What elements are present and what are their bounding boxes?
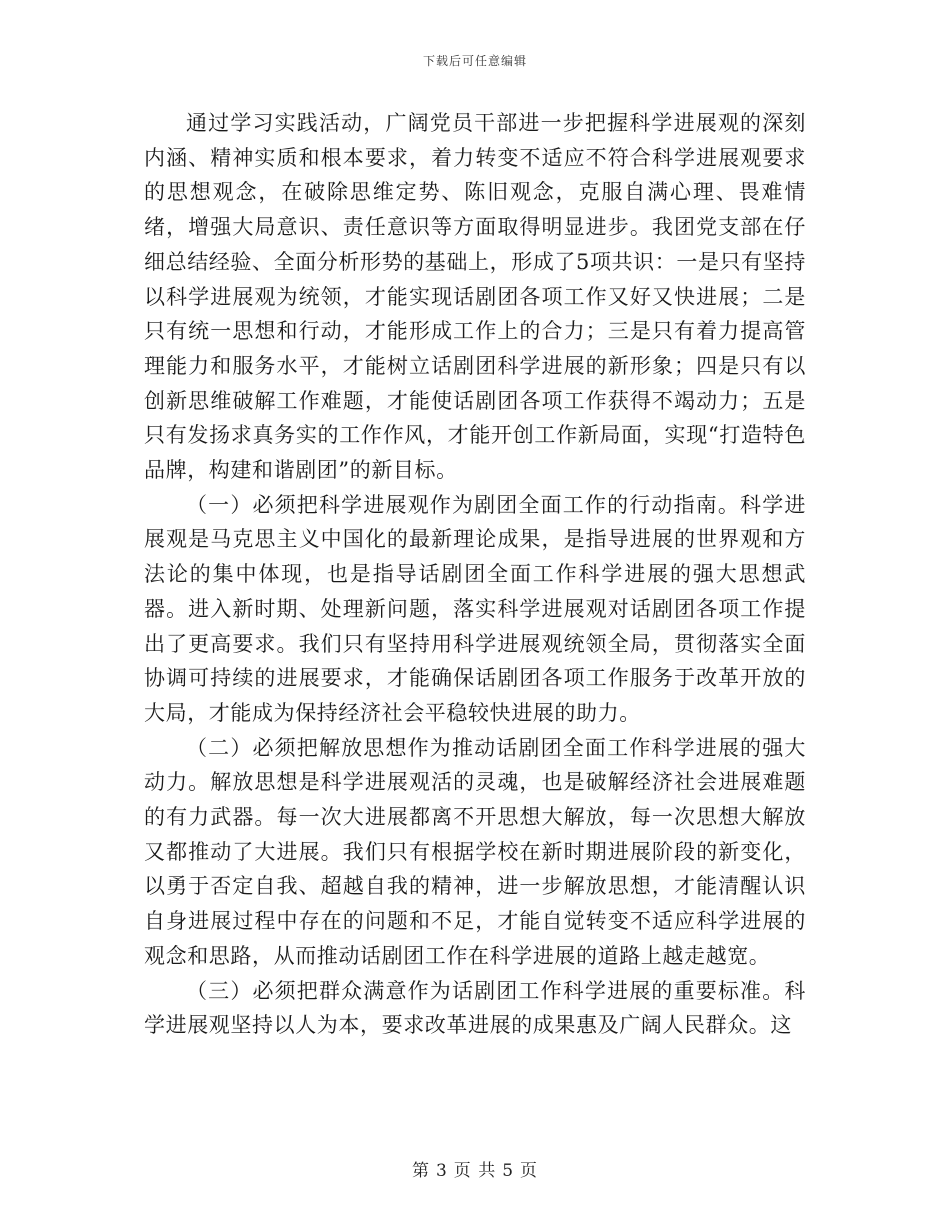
footer-page-number: 3: [435, 1161, 448, 1181]
document-body: [144, 106, 806, 1043]
page-footer: [0, 1156, 950, 1181]
paragraph-4: （三）必须把群众满意作为话剧团工作科学进展的重要标准。科学进展观坚持以人为本，要求改革进展的成果惠及广阔人民群众。这: [144, 978, 806, 1038]
paragraph-1: 通过学习实践活动，广阔党员干部进一步把握科学进展观的深刻内涵、精神实质和根本要求，着力转变不适应不符合科学进展观要求的思想观念，在破除思维定势、陈旧观念，克服自满心理、畏难情绪，增强大局意识、责任意识等方面取得明显进步。我团党支部在仔细总结经验、全面分析形势的基础上，形成了5项共识：一是只有坚持以科学进展观为统领，才能实现话剧团各项工作又好又快进展；二是只有统一思想和行动，才能形成工作上的合力；三是只有着力提高管理能力和服务水平，才能树立话剧团科学进展的新形象；四是只有以创新思维破解工作难题，才能使话剧团各项工作获得不竭动力；五是只有发扬求真务实的工作作风，才能开创工作新局面，实现“打造特色品牌，构建和谐剧团”的新目标。: [144, 111, 806, 483]
footer-prefix: 第: [411, 1161, 430, 1181]
footer-middle: 页 共: [453, 1161, 497, 1181]
footer-suffix: 页: [520, 1161, 539, 1181]
paragraph-3: （二）必须把解放思想作为推动话剧团全面工作科学进展的强大动力。解放思想是科学进展观活的灵魂，也是破解经济社会进展难题的有力武器。每一次大进展都离不开思想大解放，每一次思想大解放又都推动了大进展。我们只有根据学校在新时期进展阶段的新变化，以勇于否定自我、超越自我的精神，进一步解放思想，才能清醒认识自身进展过程中存在的问题和不足，才能自觉转变不适应科学进展的观念和思路，从而推动话剧团工作在科学进展的道路上越走越宽。: [144, 735, 806, 968]
paragraph-2: （一）必须把科学进展观作为剧团全面工作的行动指南。科学进展观是马克思主义中国化的最新理论成果，是指导进展的世界观和方法论的集中体现，也是指导话剧团全面工作科学进展的强大思想武器。进入新时期、处理新问题，落实科学进展观对话剧团各项工作提出了更高要求。我们只有坚持用科学进展观统领全局，贯彻落实全面协调可持续的进展要求，才能确保话剧团各项工作服务于改革开放的大局，才能成为保持经济社会平稳较快进展的助力。: [144, 492, 806, 725]
footer-total-pages: 5: [502, 1161, 515, 1181]
page-header: 下载后可任意编辑: [422, 54, 527, 68]
